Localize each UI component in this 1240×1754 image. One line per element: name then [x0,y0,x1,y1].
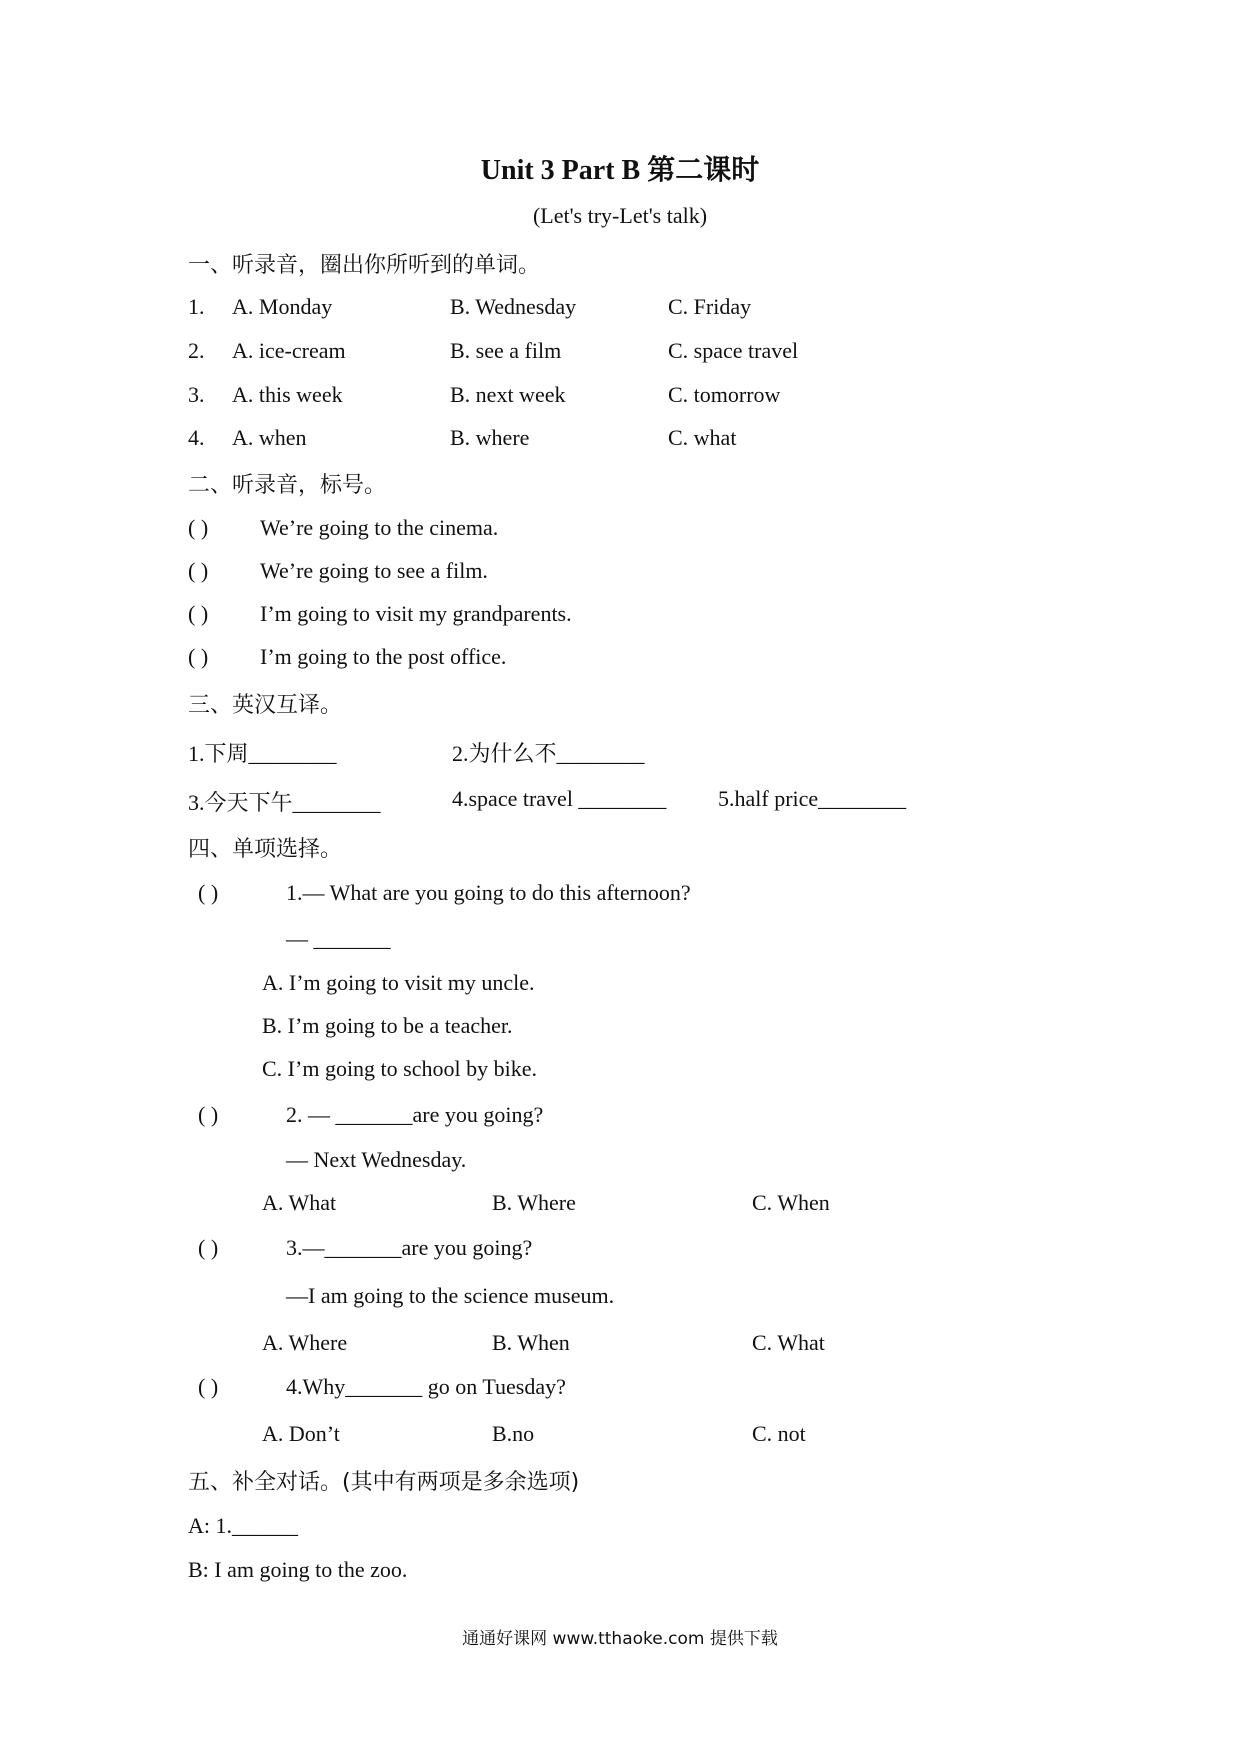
s4-q2-stem: 2. — _______are you going? [286,1102,544,1127]
s4-q4-option-a: A. Don’t [262,1421,340,1446]
s4-q2-answer-line: — Next Wednesday. [286,1147,467,1172]
section2-heading: 二、听录音，标号。 [188,473,387,498]
s2-item4-text: I’m going to the post office. [260,644,507,669]
s2-item1-bracket[interactable]: ( ) [188,515,209,540]
s4-q3-bracket[interactable]: ( ) [198,1235,219,1260]
s1-row1-num: 1. [188,294,205,319]
s4-q1-option-b: B. I’m going to be a teacher. [262,1013,513,1038]
s2-item1-text: We’re going to the cinema. [260,515,499,540]
s1-row4-option-a: A. when [232,425,307,450]
s3-item4[interactable]: 4.space travel ________ [452,786,667,811]
s4-q4-option-c: C. not [752,1421,806,1446]
s3-item1[interactable]: 1.下周________ [188,741,337,766]
s4-q1-answer-line: — _______ [286,926,391,951]
s4-q1-option-c: C. I’m going to school by bike. [262,1056,537,1081]
s1-row4-option-b: B. where [450,425,530,450]
s1-row2-option-a: A. ice-cream [232,338,346,363]
s2-item2-text: We’re going to see a film. [260,558,488,583]
s1-row2-option-c: C. space travel [668,338,799,363]
s4-q4-stem: 4.Why_______ go on Tuesday? [286,1374,566,1399]
s4-q1-stem: 1.— What are you going to do this afternoon? [286,880,691,905]
s4-q4-bracket[interactable]: ( ) [198,1374,219,1399]
s2-item2-bracket[interactable]: ( ) [188,558,209,583]
s5-line1[interactable]: A: 1.______ [188,1513,298,1538]
s1-row3-num: 3. [188,382,205,407]
s1-row3-option-c: C. tomorrow [668,382,781,407]
s3-item3[interactable]: 3.今天下午________ [188,790,381,815]
page-title: Unit 3 Part B 第二课时 [480,155,760,186]
s5-line2: B: I am going to the zoo. [188,1557,408,1582]
section4-heading: 四、单项选择。 [188,837,343,862]
s4-q3-option-b: B. When [492,1330,570,1355]
s4-q4-option-b: B.no [492,1421,535,1446]
s2-item3-text: I’m going to visit my grandparents. [260,601,572,626]
footer-download-note: 通通好课网 www.tthaoke.com 提供下载 [462,1629,778,1649]
s4-q2-bracket[interactable]: ( ) [198,1102,219,1127]
s1-row3-option-b: B. next week [450,382,566,407]
s3-item5[interactable]: 5.half price________ [718,786,907,811]
s4-q1-option-a: A. I’m going to visit my uncle. [262,970,535,995]
section3-heading: 三、英汉互译。 [188,693,343,718]
s1-row4-num: 4. [188,425,205,450]
s1-row1-option-c: C. Friday [668,294,752,319]
page-subtitle: (Let's try-Let's talk) [532,203,708,228]
s4-q3-stem: 3.—_______are you going? [286,1235,533,1260]
s1-row2-option-b: B. see a film [450,338,562,363]
s1-row1-option-a: A. Monday [232,294,333,319]
s4-q3-option-c: C. What [752,1330,825,1355]
s4-q3-answer-line: —I am going to the science museum. [286,1283,615,1308]
s4-q2-option-b: B. Where [492,1190,576,1215]
s4-q2-option-a: A. What [262,1190,337,1215]
s4-q3-option-a: A. Where [262,1330,348,1355]
section5-heading: 五、补全对话。(其中有两项是多余选项) [188,1470,580,1495]
s1-row2-num: 2. [188,338,205,363]
s2-item3-bracket[interactable]: ( ) [188,601,209,626]
section1-heading: 一、听录音，圈出你所听到的单词。 [188,253,541,278]
s2-item4-bracket[interactable]: ( ) [188,644,209,669]
s3-item2[interactable]: 2.为什么不________ [452,741,645,766]
s4-q2-option-c: C. When [752,1190,830,1215]
s1-row4-option-c: C. what [668,425,737,450]
s1-row3-option-a: A. this week [232,382,343,407]
s1-row1-option-b: B. Wednesday [450,294,577,319]
s4-q1-bracket[interactable]: ( ) [198,880,219,905]
